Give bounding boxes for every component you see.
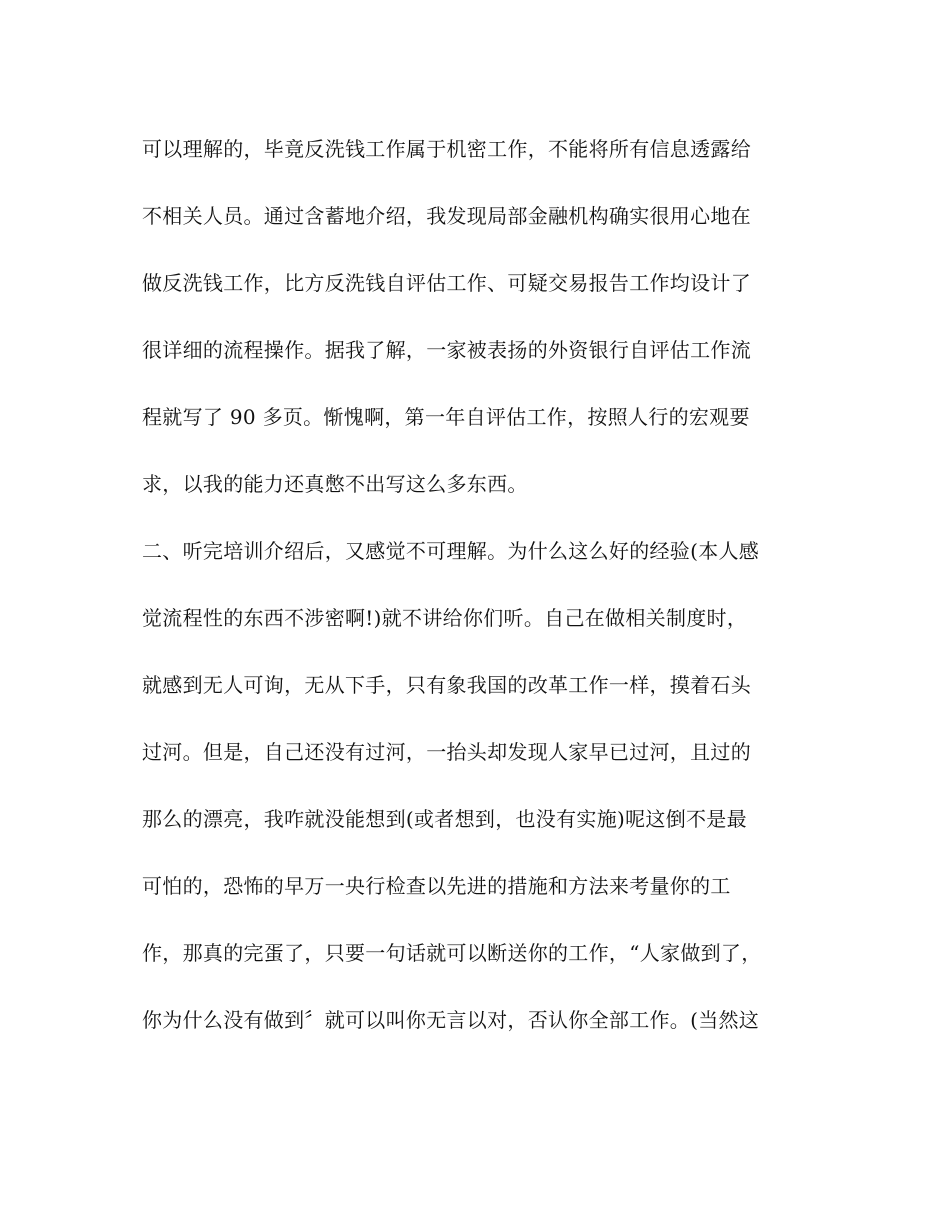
section-two-start-line: 二、听完培训介绍后，又感觉不可理解。为什么这么好的经验(本人感 (142, 539, 760, 563)
text-line: 那么的漂亮，我咋就没能想到(或者想到，也没有实施)呢这倒不是最 (142, 807, 747, 831)
text-line: 求，以我的能力还真憋不出写这么多东西。 (142, 472, 528, 496)
text-line: 可以理解的，毕竟反洗钱工作属于机密工作，不能将所有信息透露给 (142, 137, 751, 161)
text-line: 做反洗钱工作，比方反洗钱自评估工作、可疑交易报告工作均设计了 (142, 271, 751, 295)
text-line: 就感到无人可询，无从下手，只有象我国的改革工作一样，摸着石头 (142, 673, 751, 697)
body-text (142, 116, 812, 1054)
text-line: 你为什么没有做到〞就可以叫你无言以对，否认你全部工作。(当然这 (142, 1008, 760, 1032)
text-line: 程就写了 90 多页。惭愧啊，第一年自评估工作，按照人行的宏观要 (142, 405, 750, 429)
text-line: 很详细的流程操作。据我了解，一家被表扬的外资银行自评估工作流 (142, 338, 751, 362)
text-line: 不相关人员。通过含蓄地介绍，我发现局部金融机构确实很用心地在 (142, 204, 751, 228)
text-line: 可怕的，恐怖的早万一央行检查以先进的措施和方法来考量你的工 (142, 874, 731, 898)
text-line: 觉流程性的东西不涉密啊!)就不讲给你们听。自己在做相关制度时， (142, 606, 748, 630)
text-line: 过河。但是，自己还没有过河，一抬头却发现人家早已过河，且过的 (142, 740, 751, 764)
text-line: 作，那真的完蛋了，只要一句话就可以断送你的工作，“人家做到了， (142, 941, 762, 965)
